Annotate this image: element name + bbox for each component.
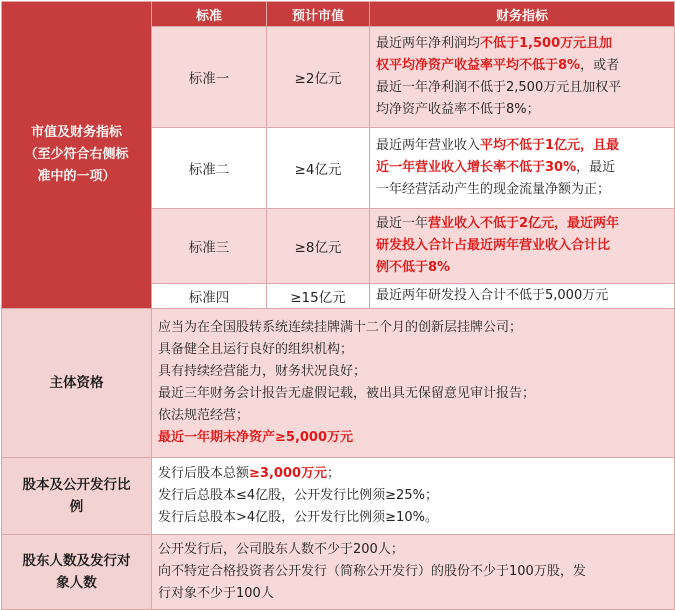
header-market-cap: 预计市值 [267, 2, 370, 27]
text-line [158, 583, 668, 605]
highlight-text: 不低于1,500万元且加 [480, 36, 613, 51]
highlight-text: 近一年营业收入增长率不低于30% [376, 160, 577, 175]
holders-label-line-1: 股东人数及发行对 [22, 553, 131, 569]
standard-cap: ≥4亿元 [267, 128, 370, 209]
body-text: ； [327, 466, 341, 481]
body-text: 行对象不少于100人 [158, 586, 274, 601]
standard-name: 标准四 [152, 284, 267, 309]
capital-label [2, 458, 152, 535]
subject-criteria [152, 309, 675, 458]
capital-label-line-1: 股本及公开发行比 [22, 477, 131, 493]
standard-criteria [370, 27, 675, 128]
capital-criteria [152, 458, 675, 535]
text-line [158, 507, 668, 529]
category-cell [2, 2, 152, 309]
body-text: 均净资产收益率不低于8%； [376, 102, 540, 117]
highlight-text: 权平均净资产收益率平均不低于8% [376, 58, 581, 73]
category-line-1: 市值及财务指标 [30, 125, 122, 140]
capital-row [2, 458, 675, 535]
text-line [158, 383, 668, 405]
text-line [376, 213, 668, 235]
text-line [376, 179, 668, 201]
category-line-3: 准中的一项） [37, 169, 116, 184]
standard-cap: ≥2亿元 [267, 27, 370, 128]
body-text: 依法规范经营； [158, 408, 250, 423]
holders-criteria [152, 535, 675, 610]
standard-cap: ≥15亿元 [267, 284, 370, 309]
standard-criteria [370, 209, 675, 284]
text-line [158, 539, 668, 561]
text-line [376, 99, 668, 121]
body-text: 最近两年净利润均 [376, 36, 481, 51]
body-text: 最近一年净利润不低于2,500万元且加权平 [376, 80, 622, 95]
highlight-text: 最近一年期末净资产≥5,000万元 [158, 430, 354, 445]
holders-label [2, 535, 152, 610]
holders-row [2, 535, 675, 610]
text-line [376, 55, 668, 77]
text-line [376, 235, 668, 257]
text-line [158, 361, 668, 383]
body-text: 一年经营活动产生的现金流量净额为正； [376, 182, 611, 197]
text-line [376, 285, 668, 307]
standard-name: 标准一 [152, 27, 267, 128]
holders-label-line-2: 象人数 [56, 575, 97, 591]
text-line [158, 339, 668, 361]
standard-criteria [370, 128, 675, 209]
text-line [376, 77, 668, 99]
highlight-text: 营业收入不低于2亿元，最近两年 [428, 216, 620, 231]
standard-criteria [370, 284, 675, 309]
body-text: 发行后总股本≤4亿股，公开发行比例须≥25%； [158, 488, 438, 503]
text-line [158, 463, 668, 485]
body-text: ，最近 [576, 160, 616, 175]
body-text: 发行后总股本>4亿股，公开发行比例须≥10%。 [158, 510, 438, 525]
body-text: ，或者 [580, 58, 620, 73]
body-text: 最近两年研发投入合计不低于5,000万元 [376, 288, 609, 303]
text-line [376, 157, 668, 179]
body-text: 应当为在全国股转系统连续挂牌满十二个月的创新层挂牌公司； [158, 320, 523, 335]
standard-cap: ≥8亿元 [267, 209, 370, 284]
body-text: 最近三年财务会计报告无虚假记载，被出具无保留意见审计报告； [158, 386, 536, 401]
subject-row [2, 309, 675, 458]
text-line [376, 33, 668, 55]
body-text: 最近两年营业收入 [376, 138, 481, 153]
text-line [158, 485, 668, 507]
body-text: 具备健全且运行良好的组织机构； [158, 342, 354, 357]
text-line [158, 427, 668, 449]
highlight-text: 例不低于8% [376, 260, 451, 275]
highlight-text: 研发投入合计占最近两年营业收入合计比 [376, 238, 611, 253]
highlight-text: 平均不低于1亿元，且最 [480, 138, 620, 153]
body-text: 最近一年 [376, 216, 429, 231]
text-line [158, 561, 668, 583]
body-text: 发行后股本总额 [158, 466, 250, 481]
header-financial: 财务指标 [370, 2, 675, 27]
listing-requirements-table [1, 1, 675, 610]
standard-name: 标准三 [152, 209, 267, 284]
text-line [376, 257, 668, 279]
highlight-text: ≥3,000万元 [249, 466, 328, 481]
header-standard: 标准 [152, 2, 267, 27]
body-text: 公开发行后，公司股东人数不少于200人； [158, 542, 404, 557]
body-text: 向不特定合格投资者公开发行（简称公开发行）的股份不少于100万股，发 [158, 564, 586, 579]
standard-name: 标准二 [152, 128, 267, 209]
capital-label-line-2: 例 [69, 499, 84, 515]
subject-label: 主体资格 [2, 309, 152, 458]
category-line-2: （至少符合右侧标 [24, 147, 129, 162]
text-line [158, 317, 668, 339]
body-text: 具有持续经营能力，财务状况良好； [158, 364, 367, 379]
text-line [158, 405, 668, 427]
text-line [376, 135, 668, 157]
